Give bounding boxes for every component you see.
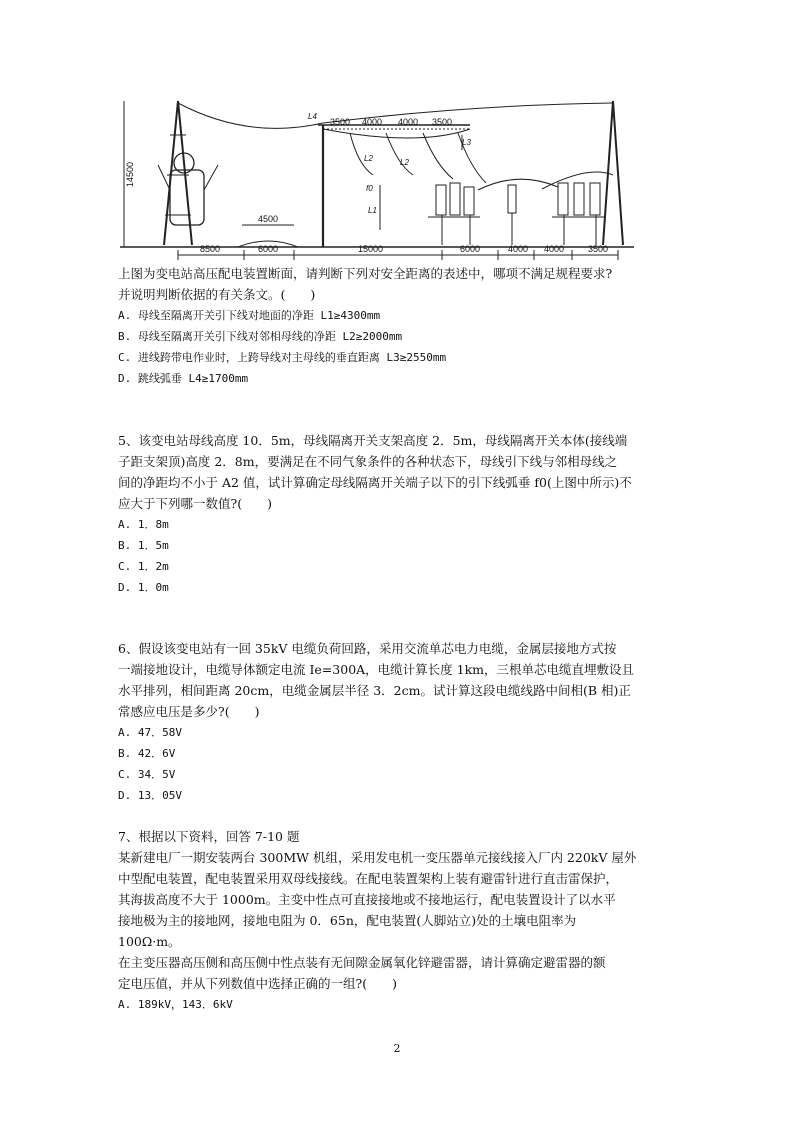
label-l3: L3 — [462, 138, 471, 147]
mid-dim: 4500 — [258, 214, 279, 224]
top-dim-2: 4000 — [362, 117, 383, 127]
q7-option-a: A. 189kV，143．6kV — [118, 998, 233, 1011]
q6-stem-line-2: 一端接地设计，电缆导体额定电流 Ie=300A，电缆计算长度 1km，三根单芯电缆直埋敷设且 — [118, 662, 635, 677]
page-number: 2 — [393, 1042, 401, 1055]
q5-option-c: C. 1．2m — [118, 560, 169, 573]
q5-stem-line-4: 应大于下列哪一数值?( ) — [118, 496, 272, 511]
q4-option-c: C. 进线跨带电作业时，上跨导线对主母线的垂直距离 L3≥2550mm — [118, 351, 447, 364]
label-f0: f0 — [366, 184, 373, 193]
bottom-dim-5: 4000 — [508, 244, 529, 254]
q7-stem-line-6: 100Ω·m。 — [118, 934, 181, 949]
height-dim-label: 14500 — [125, 161, 135, 187]
substation-section-figure — [118, 95, 638, 260]
q4-option-b: B. 母线至隔离开关引下线对邻相母线的净距 L2≥2000mm — [118, 330, 403, 343]
bottom-dim-2: 6000 — [258, 244, 279, 254]
q4-option-d: D. 跳线弧垂 L4≥1700mm — [118, 372, 249, 385]
q7-stem-line-2: 某新建电厂一期安装两台 300MW 机组，采用发电机一变压器单元接线接入厂内 220kV 屋外 — [118, 850, 637, 865]
bottom-dim-1: 8500 — [200, 244, 221, 254]
label-l2b: L2 — [400, 158, 409, 167]
q5-stem-line-3: 间的净距均不小于 A2 值，试计算确定母线隔离开关端子以下的引下线弧垂 f0(上图中所示)不 — [118, 475, 632, 490]
q5-option-d: D. 1．0m — [118, 581, 169, 594]
q4-stem-line-1: 上图为变电站高压配电装置断面，请判断下列对安全距离的表述中，哪项不满足规程要求? — [118, 266, 613, 281]
q5-option-a: A. 1．8m — [118, 518, 169, 531]
q6-option-a: A. 47．58V — [118, 726, 182, 739]
q6-stem-line-1: 6、假设该变电站有一回 35kV 电缆负荷回路，采用交流单芯电力电缆，金属层接地方式按 — [118, 641, 617, 656]
q7-stem-line-7: 在主变压器高压侧和高压侧中性点装有无间隙金属氧化锌避雷器，请计算确定避雷器的额 — [118, 955, 606, 970]
label-l2a: L2 — [364, 154, 373, 163]
q5-option-b: B. 1．5m — [118, 539, 169, 552]
q6-option-d: D. 13．05V — [118, 789, 182, 802]
q7-stem-line-8: 定电压值，并从下列数值中选择正确的一组?( ) — [118, 976, 397, 991]
bottom-dim-3: 15000 — [358, 244, 384, 254]
q5-stem-line-2: 子距支架顶)高度 2．8m，要满足在不同气象条件的各种状态下，母线引下线与邻相母线之 — [118, 454, 618, 469]
q6-option-b: B. 42．6V — [118, 747, 176, 760]
bottom-dim-7: 3500 — [588, 244, 609, 254]
bottom-dim-6: 4000 — [544, 244, 565, 254]
label-l1: L1 — [368, 206, 377, 215]
q7-stem-line-3: 中型配电装置，配电装置采用双母线接线。在配电装置架构上装有避雷针进行直击雷保护， — [118, 871, 619, 886]
top-dim-3: 4000 — [398, 117, 419, 127]
q6-stem-line-4: 常感应电压是多少?( ) — [118, 704, 260, 719]
q6-option-c: C. 34．5V — [118, 768, 176, 781]
q7-stem-line-1: 7、根据以下资料，回答 7-10 题 — [118, 829, 300, 844]
q7-stem-line-5: 接地极为主的接地网，接地电阻为 0．65n，配电装置(人脚站立)处的土壤电阻率为 — [118, 913, 577, 928]
q5-stem-line-1: 5、该变电站母线高度 10．5m，母线隔离开关支架高度 2．5m，母线隔离开关本体(接线端 — [118, 433, 628, 448]
bottom-dim-4: 6000 — [460, 244, 481, 254]
q6-stem-line-3: 水平排列，相间距离 20cm，电缆金属层半径 3．2cm。试计算这段电缆线路中间相(B 相)正 — [118, 683, 631, 698]
q4-stem-line-2: 并说明判断依据的有关条文。( ) — [118, 287, 316, 302]
top-dim-4: 3500 — [432, 117, 453, 127]
q7-stem-line-4: 其海拔高度不大于 1000m。主变中性点可直接接地或不接地运行，配电装置设计了以水平 — [118, 892, 616, 907]
top-dim-1: 3500 — [330, 117, 351, 127]
q4-option-a: A. 母线至隔离开关引下线对地面的净距 L1≥4300mm — [118, 309, 381, 322]
label-l4: L4 — [308, 112, 317, 121]
